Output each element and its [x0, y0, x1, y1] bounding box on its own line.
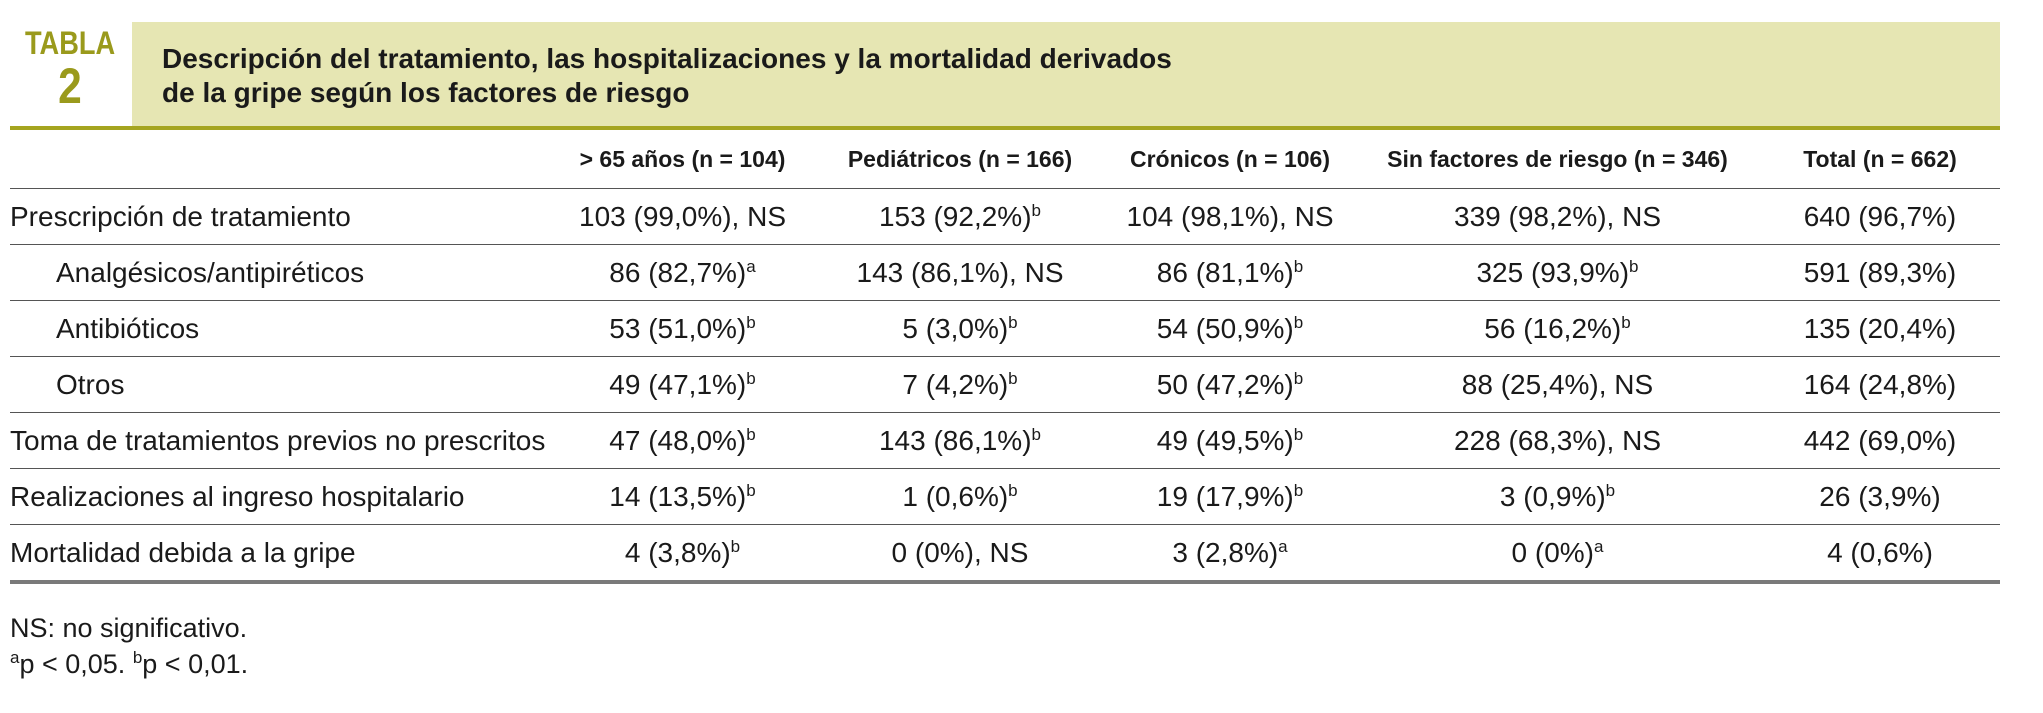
table-row [10, 189, 2000, 245]
cell-superscript: b [746, 368, 756, 388]
table-cell [1355, 301, 1760, 357]
cell-value: 3 (2,8%) [1172, 536, 1279, 568]
table-title-line-2: de la gripe según los factores de riesgo [162, 77, 690, 108]
table-cell [1355, 245, 1760, 301]
row-label: Antibióticos [10, 301, 550, 357]
cell-value: 143 (86,1%), NS [856, 256, 1064, 288]
footnotes [10, 610, 248, 682]
table-cell [550, 301, 815, 357]
table-row [10, 525, 2000, 583]
table-row [10, 301, 2000, 357]
table-cell [1760, 413, 2000, 469]
table-cell [1355, 357, 1760, 413]
footnote-text-b: p < 0,01. [142, 649, 249, 679]
cell-superscript: b [1008, 368, 1018, 388]
table-cell [1105, 525, 1355, 583]
cell-superscript: b [1293, 312, 1304, 332]
footnote-sup-a: a [10, 648, 20, 667]
cell-superscript: b [1605, 480, 1616, 500]
table-cell [1355, 413, 1760, 469]
table-cell [815, 469, 1105, 525]
cell-value: 640 (96,7%) [1803, 200, 1957, 232]
table-title-line-1: Descripción del tratamiento, las hospitalizaciones y la mortalidad derivados [162, 43, 1172, 74]
cell-value: 49 (49,5%) [1156, 424, 1294, 456]
table-number-badge [10, 22, 130, 126]
cell-superscript: a [746, 256, 756, 276]
cell-value: 4 (0,6%) [1827, 536, 1933, 568]
table-cell [1760, 245, 2000, 301]
table-cell [815, 413, 1105, 469]
cell-value: 19 (17,9%) [1156, 480, 1294, 512]
table-row [10, 245, 2000, 301]
cell-superscript: b [1293, 424, 1304, 444]
table-title [162, 42, 1172, 110]
cell-superscript: b [1031, 200, 1041, 220]
row-label: Realizaciones al ingreso hospitalario [10, 469, 550, 525]
cell-value: 53 (51,0%) [609, 312, 747, 344]
table-cell [1355, 525, 1760, 583]
cell-value: 325 (93,9%) [1476, 256, 1630, 288]
table-cell [815, 245, 1105, 301]
cell-value: 143 (86,1%) [878, 424, 1032, 456]
table-cell [1105, 469, 1355, 525]
row-label: Prescripción de tratamiento [10, 189, 550, 245]
cell-value: 591 (89,3%) [1803, 256, 1957, 288]
cell-superscript: b [1031, 424, 1041, 444]
cell-value: 4 (3,8%) [624, 536, 731, 568]
footnote-text-a: p < 0,05. [19, 649, 133, 679]
cell-superscript: b [746, 312, 756, 332]
cell-value: 50 (47,2%) [1156, 368, 1294, 400]
cell-value: 442 (69,0%) [1803, 424, 1957, 456]
table-cell [1760, 357, 2000, 413]
title-band [132, 22, 2000, 126]
cell-value: 56 (16,2%) [1484, 312, 1622, 344]
cell-value: 0 (0%), NS [891, 536, 1029, 568]
table-body [10, 189, 2000, 583]
table-cell [1760, 469, 2000, 525]
table-cell [1355, 469, 1760, 525]
cell-value: 5 (3,0%) [902, 312, 1009, 344]
cell-value: 104 (98,1%), NS [1126, 200, 1334, 232]
cell-value: 164 (24,8%) [1803, 368, 1957, 400]
table-row [10, 469, 2000, 525]
cell-value: 103 (99,0%), NS [579, 200, 786, 232]
cell-superscript: b [1629, 256, 1639, 276]
table-cell [815, 357, 1105, 413]
cell-value: 0 (0%) [1511, 536, 1594, 568]
cell-value: 1 (0,6%) [902, 480, 1009, 512]
cell-superscript: b [746, 424, 756, 444]
cell-superscript: b [1293, 480, 1304, 500]
cell-value: 54 (50,9%) [1156, 312, 1294, 344]
table-cell [815, 525, 1105, 583]
table-row [10, 413, 2000, 469]
table-cell [815, 301, 1105, 357]
column-header-total: Total (n = 662) [1760, 130, 2000, 189]
cell-superscript: b [746, 480, 756, 500]
row-label: Mortalidad debida a la gripe [10, 525, 550, 583]
data-table [10, 130, 2000, 584]
row-label: Toma de tratamientos previos no prescritos [10, 413, 550, 469]
table-cell [550, 469, 815, 525]
column-header-chronic: Crónicos (n = 106) [1105, 130, 1355, 189]
table-cell [1105, 357, 1355, 413]
cell-superscript: b [730, 536, 741, 556]
footnote-significance [10, 646, 248, 682]
table-cell [550, 245, 815, 301]
table-row [10, 357, 2000, 413]
cell-superscript: b [1008, 480, 1018, 500]
table-cell [1105, 245, 1355, 301]
table-cell [1355, 189, 1760, 245]
column-header-empty [10, 130, 550, 189]
footnote-ns: NS: no significativo. [10, 613, 248, 643]
cell-superscript: b [1293, 256, 1304, 276]
table-header [10, 22, 2000, 126]
table-cell [1760, 301, 2000, 357]
cell-value: 86 (81,1%) [1156, 256, 1294, 288]
cell-value: 153 (92,2%) [878, 200, 1032, 232]
cell-superscript: b [1621, 312, 1631, 332]
column-header-over-65: > 65 años (n = 104) [550, 130, 815, 189]
cell-value: 14 (13,5%) [609, 480, 747, 512]
table-cell [550, 413, 815, 469]
row-label: Otros [10, 357, 550, 413]
table-header-row [10, 130, 2000, 189]
table-cell [1760, 189, 2000, 245]
cell-value: 49 (47,1%) [609, 368, 747, 400]
table-cell [1105, 301, 1355, 357]
cell-value: 228 (68,3%), NS [1454, 424, 1661, 456]
tabla-number: 2 [58, 58, 82, 114]
row-label: Analgésicos/antipiréticos [10, 245, 550, 301]
table-cell [1105, 189, 1355, 245]
footnote-sup-b: b [132, 648, 143, 667]
cell-value: 339 (98,2%), NS [1454, 200, 1661, 232]
table-cell [550, 525, 815, 583]
cell-superscript: a [1594, 536, 1604, 556]
cell-superscript: a [1278, 536, 1288, 556]
cell-value: 7 (4,2%) [902, 368, 1009, 400]
table-cell [550, 189, 815, 245]
cell-value: 86 (82,7%) [609, 256, 747, 288]
column-header-pediatric: Pediátricos (n = 166) [815, 130, 1105, 189]
cell-value: 88 (25,4%), NS [1461, 368, 1654, 400]
column-header-no-risk: Sin factores de riesgo (n = 346) [1355, 130, 1760, 189]
table-cell [1760, 525, 2000, 583]
cell-superscript: b [1293, 368, 1304, 388]
tabla-label: TABLA [24, 25, 116, 61]
table-cell [1105, 413, 1355, 469]
cell-value: 135 (20,4%) [1803, 312, 1957, 344]
table-cell [815, 189, 1105, 245]
cell-value: 47 (48,0%) [609, 424, 747, 456]
cell-value: 26 (3,9%) [1819, 480, 1941, 512]
cell-value: 3 (0,9%) [1499, 480, 1606, 512]
cell-superscript: b [1008, 312, 1018, 332]
table-cell [550, 357, 815, 413]
